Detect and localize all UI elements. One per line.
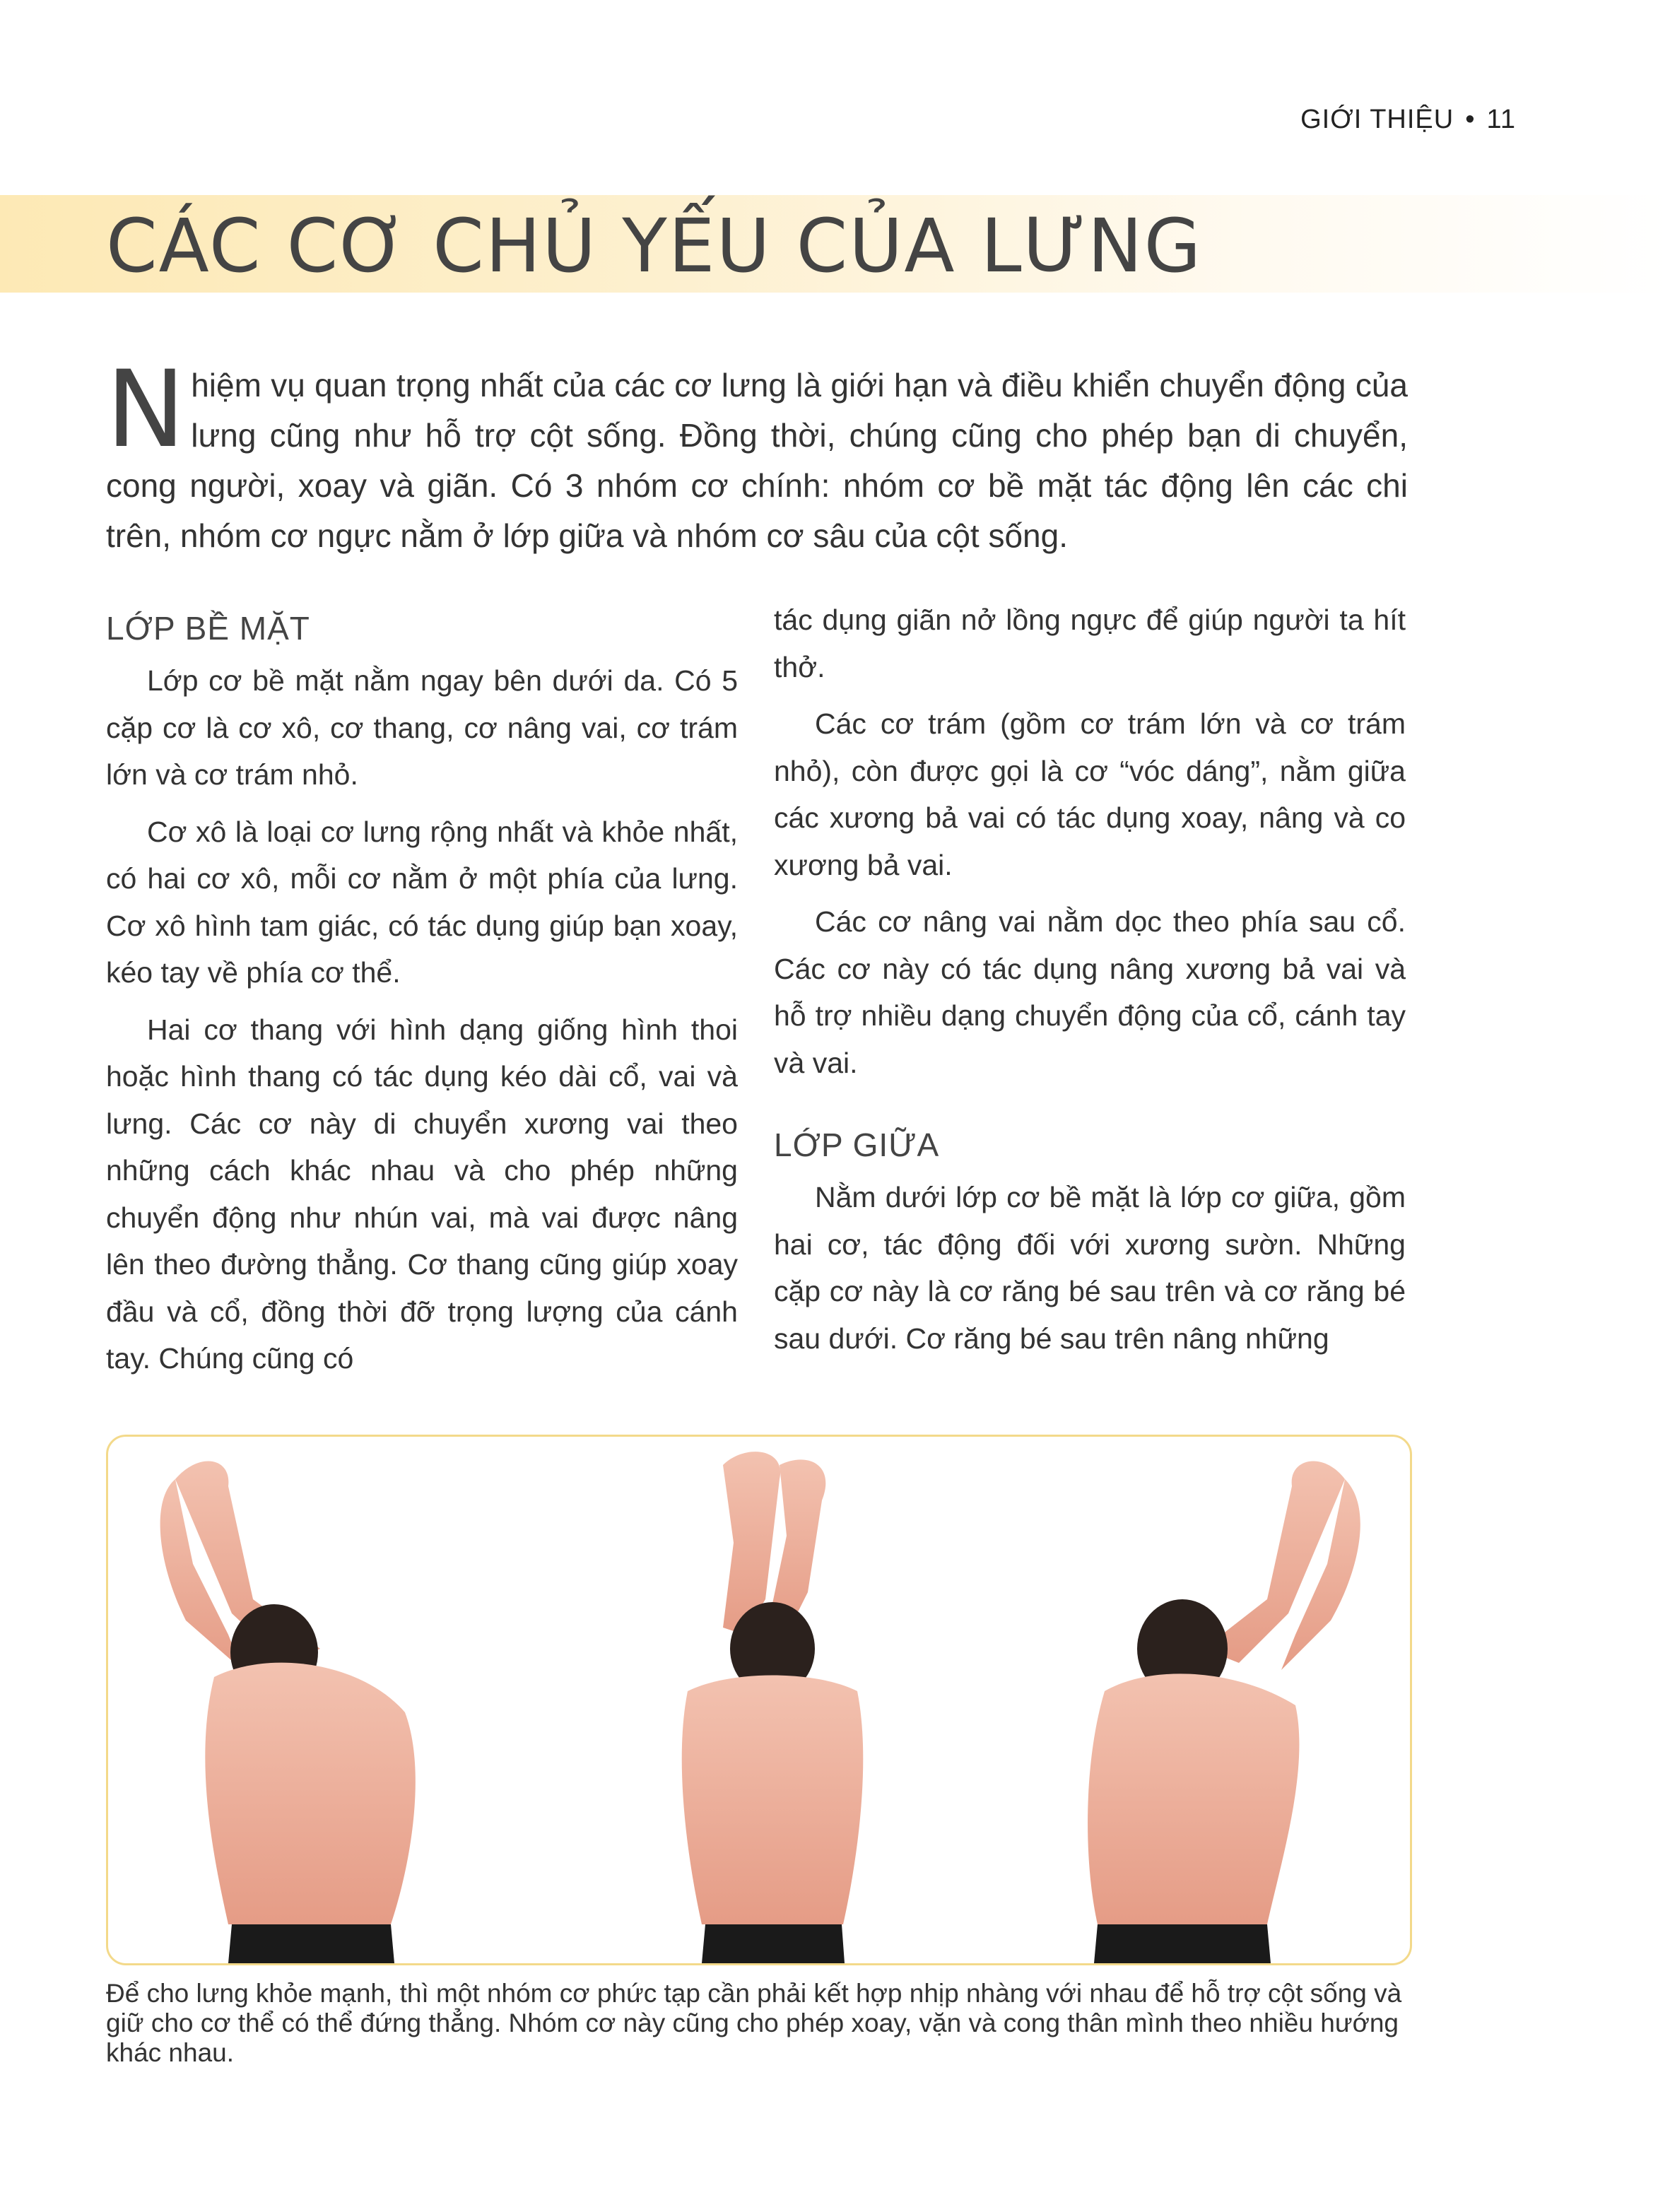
paragraph: Hai cơ thang với hình dạng giống hình thoi hoặc hình thang có tác dụng kéo dài cổ, vai và lưng. Các cơ này di chuyển xương vai theo những cách khác nhau và cho phép những chuyển động như nhún vai, mà vai được nâng lên theo đường thẳng. Cơ thang cũng giúp xoay đầu và cổ, đồng thời đỡ trọng lượng của cánh tay. Chúng cũng có xyxy=(106,1013,738,1375)
heading-middle-layer: LỚP GIỮA xyxy=(774,1126,940,1163)
paragraph: Các cơ nâng vai nằm dọc theo phía sau cổ. Các cơ này có tác dụng nâng xương bả vai và hỗ trợ nhiều dạng chuyển động của cổ, cánh tay và vai. xyxy=(774,905,1406,1079)
figure-caption: Để cho lưng khỏe mạnh, thì một nhóm cơ phức tạp cần phải kết hợp nhịp nhàng với nhau để hỗ trợ cột sống và giữ cho cơ thể có thể đứng thẳng. Nhóm cơ này cũng cho phép xoay, vặn và cong thân mình theo nhiều hướng khác nhau. xyxy=(106,1979,1402,2067)
paragraph: Các cơ trám (gồm cơ trám lớn và cơ trám nhỏ), còn được gọi là cơ “vóc dáng”, nằm giữa các xương bả vai có tác dụng xoay, nâng và co xương bả vai. xyxy=(774,707,1406,881)
section-label: GIỚI THIỆU xyxy=(1300,105,1454,134)
paragraph-continuation: tác dụng giãn nở lồng ngực để giúp người ta hít thở. xyxy=(774,604,1406,683)
paragraph: Nằm dưới lớp cơ bề mặt là lớp cơ giữa, gồm hai cơ, tác động đối với xương sườn. Những cặp cơ này là cơ răng bé sau trên và cơ răng bé sau dưới. Cơ răng bé sau trên nâng những xyxy=(774,1181,1406,1355)
heading-surface-layer: LỚP BỀ MẶT xyxy=(106,610,310,647)
intro-paragraph xyxy=(106,348,1408,561)
man-stretching-left-figure xyxy=(160,1461,416,1963)
paragraph: Lớp cơ bề mặt nằm ngay bên dưới da. Có 5 cặp cơ là cơ xô, cơ thang, cơ nâng vai, cơ trám lớn và cơ trám nhỏ. xyxy=(106,664,738,791)
back-stretch-illustration xyxy=(108,1437,1410,1963)
left-column xyxy=(106,609,738,1392)
figure-photo-frame xyxy=(106,1435,1412,1965)
right-column xyxy=(774,604,1406,1372)
man-stretching-right-figure xyxy=(1088,1461,1360,1963)
intro-text: hiệm vụ quan trọng nhất của các cơ lưng là giới hạn và điều khiển chuyển động của lưng cũng như hỗ trợ cột sống. Đồng thời, chúng cũng cho phép bạn di chuyển, cong người, xoay và giãn. Có 3 nhóm cơ chính: nhóm cơ bề mặt tác động lên các chi trên, nhóm cơ ngực nằm ở lớp giữa và nhóm cơ sâu của cột sống. xyxy=(106,367,1408,554)
man-arms-overhead-figure xyxy=(682,1452,864,1963)
separator-bullet: • xyxy=(1465,105,1476,134)
page-number: 11 xyxy=(1486,105,1516,134)
paragraph: Cơ xô là loại cơ lưng rộng nhất và khỏe nhất, có hai cơ xô, mỗi cơ nằm ở một phía của lưng. Cơ xô hình tam giác, có tác dụng giúp bạn xoay, kéo tay về phía cơ thể. xyxy=(106,815,738,989)
drop-cap: N xyxy=(106,348,186,471)
page-title: CÁC CƠ CHỦ YẾU CỦA LƯNG xyxy=(106,203,1203,289)
running-head xyxy=(1300,105,1516,135)
